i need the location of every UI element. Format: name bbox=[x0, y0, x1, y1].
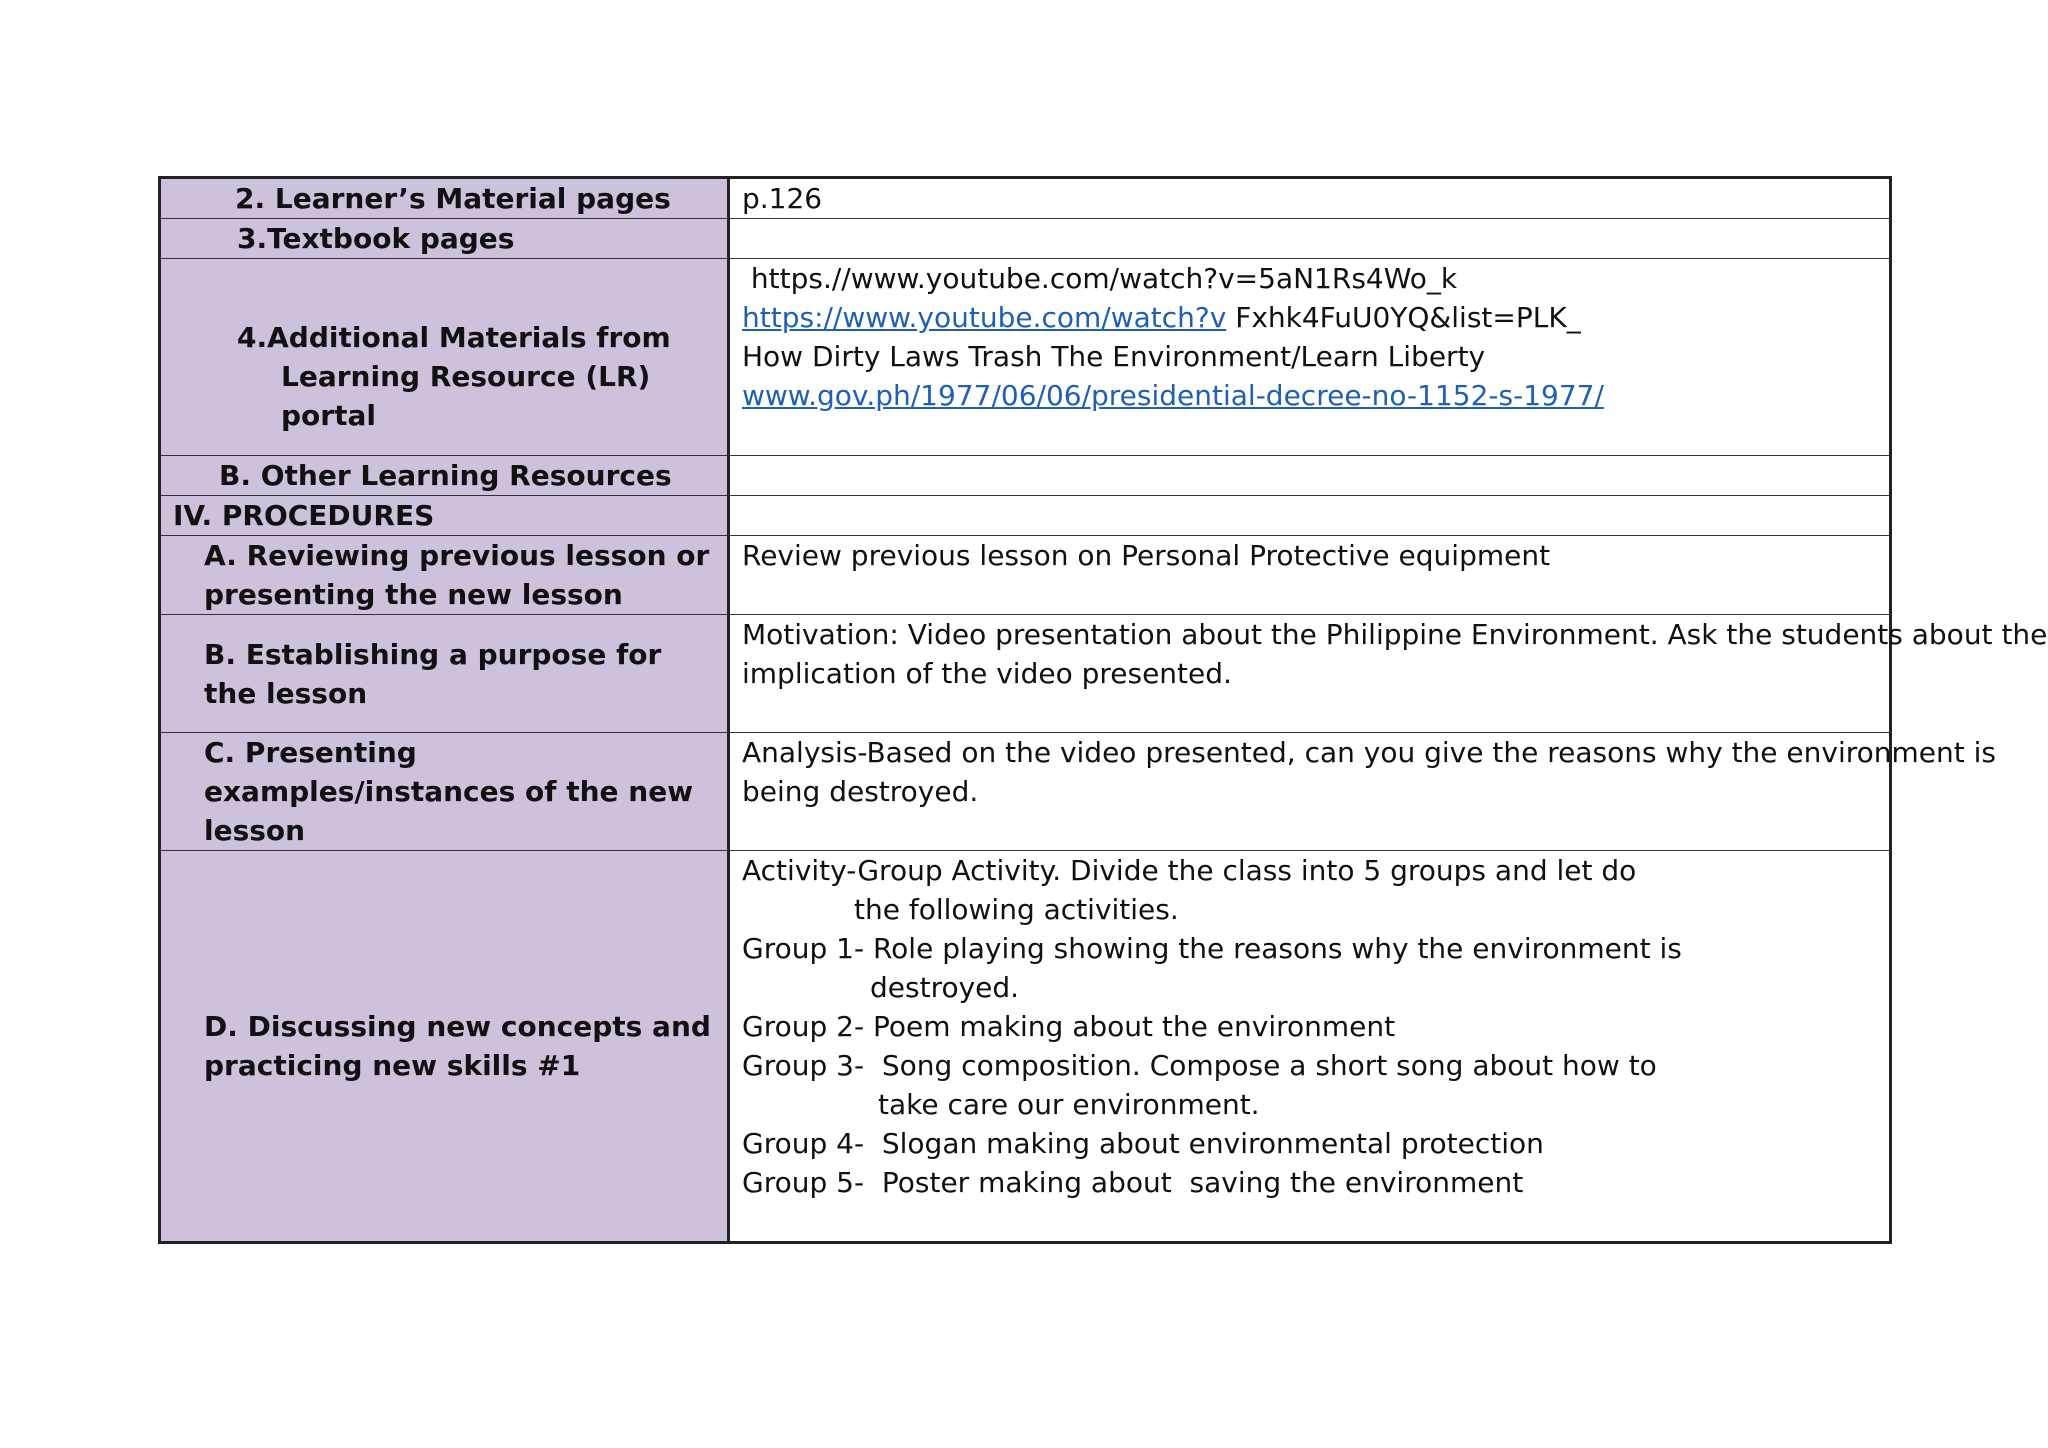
reviewing-value: Review previous lesson on Personal Protective equipment bbox=[729, 536, 1891, 615]
youtube-url-2-rest: Fxhk4FuU0YQ&list=PLK_ bbox=[1226, 301, 1581, 334]
activity-line2: the following activities. bbox=[854, 893, 1179, 926]
procedures-value bbox=[729, 496, 1891, 536]
examples-label-line2: examples/instances of the new bbox=[204, 775, 694, 808]
purpose-value-line1: Motivation: Video presentation about the Philippine Environment. Ask the students about the bbox=[742, 618, 2048, 651]
group3-line1: Group 3- Song composition. Compose a short song about how to bbox=[742, 1049, 1657, 1082]
purpose-label bbox=[160, 615, 729, 733]
table-row bbox=[160, 615, 1891, 733]
textbook-pages-label: 3.Textbook pages bbox=[160, 219, 729, 259]
group1-line2: destroyed. bbox=[870, 971, 1020, 1004]
examples-value bbox=[729, 733, 1997, 851]
additional-label-line2: Learning Resource (LR) bbox=[281, 360, 651, 393]
table-row bbox=[160, 851, 1891, 1243]
additional-label-line3: portal bbox=[281, 399, 376, 432]
other-resources-label: B. Other Learning Resources bbox=[160, 456, 729, 496]
lesson-plan-table bbox=[158, 176, 2048, 1244]
gov-url-line bbox=[742, 376, 1879, 415]
purpose-value bbox=[729, 615, 2048, 733]
discussing-value bbox=[729, 851, 1891, 1243]
discussing-label-line2: practicing new skills #1 bbox=[204, 1049, 581, 1082]
gov-decree-link[interactable]: www.gov.ph/1977/06/06/presidential-decree-no-1152-s-1977/ bbox=[742, 379, 1604, 412]
lm-pages-value: p.126 bbox=[729, 178, 1891, 219]
examples-value-line1: Analysis-Based on the video presented, can you give the reasons why the environment is bbox=[742, 736, 1997, 769]
examples-label bbox=[160, 733, 729, 851]
purpose-value-line2: implication of the video presented. bbox=[742, 657, 1232, 690]
table-row bbox=[160, 496, 1891, 536]
table-row bbox=[160, 536, 1891, 615]
table-row bbox=[160, 219, 1891, 259]
discussing-label bbox=[160, 851, 729, 1243]
activity-line1: Activity-Group Activity. Divide the class into 5 groups and let do bbox=[742, 854, 1637, 887]
table-row bbox=[160, 178, 1891, 219]
textbook-pages-value bbox=[729, 219, 1891, 259]
group2-line: Group 2- Poem making about the environment bbox=[742, 1010, 1396, 1043]
procedures-label: IV. PROCEDURES bbox=[160, 496, 729, 536]
youtube-url-2-line bbox=[742, 298, 1879, 337]
reviewing-label-line2: presenting the new lesson bbox=[204, 578, 623, 611]
reviewing-label-line1: A. Reviewing previous lesson or bbox=[204, 539, 710, 572]
lm-pages-label: 2. Learner’s Material pages bbox=[160, 178, 729, 219]
group3-line2: take care our environment. bbox=[878, 1088, 1260, 1121]
examples-label-line1: C. Presenting bbox=[204, 736, 417, 769]
additional-materials-value bbox=[729, 259, 1891, 456]
youtube-url-1: https.//www.youtube.com/watch?v=5aN1Rs4Wo_k bbox=[742, 262, 1458, 295]
additional-label-line1: 4.Additional Materials from bbox=[237, 321, 671, 354]
additional-materials-label bbox=[160, 259, 729, 456]
examples-label-line3: lesson bbox=[204, 814, 306, 847]
purpose-label-line1: B. Establishing a purpose for bbox=[204, 637, 662, 671]
group4-line: Group 4- Slogan making about environmental protection bbox=[742, 1127, 1544, 1160]
table-row bbox=[160, 733, 1891, 851]
video-title: How Dirty Laws Trash The Environment/Learn Liberty bbox=[742, 340, 1486, 373]
examples-value-line2: being destroyed. bbox=[742, 775, 979, 808]
youtube-link[interactable]: https://www.youtube.com/watch?v bbox=[742, 301, 1227, 334]
reviewing-label bbox=[160, 536, 729, 615]
discussing-label-line1: D. Discussing new concepts and bbox=[204, 1010, 711, 1043]
purpose-label-line2: the lesson bbox=[204, 676, 368, 710]
table-row bbox=[160, 259, 1891, 456]
group1-line1: Group 1- Role playing showing the reasons why the environment is bbox=[742, 932, 1682, 965]
table-row bbox=[160, 456, 1891, 496]
group5-line: Group 5- Poster making about saving the environment bbox=[742, 1166, 1524, 1199]
other-resources-value bbox=[729, 456, 1891, 496]
